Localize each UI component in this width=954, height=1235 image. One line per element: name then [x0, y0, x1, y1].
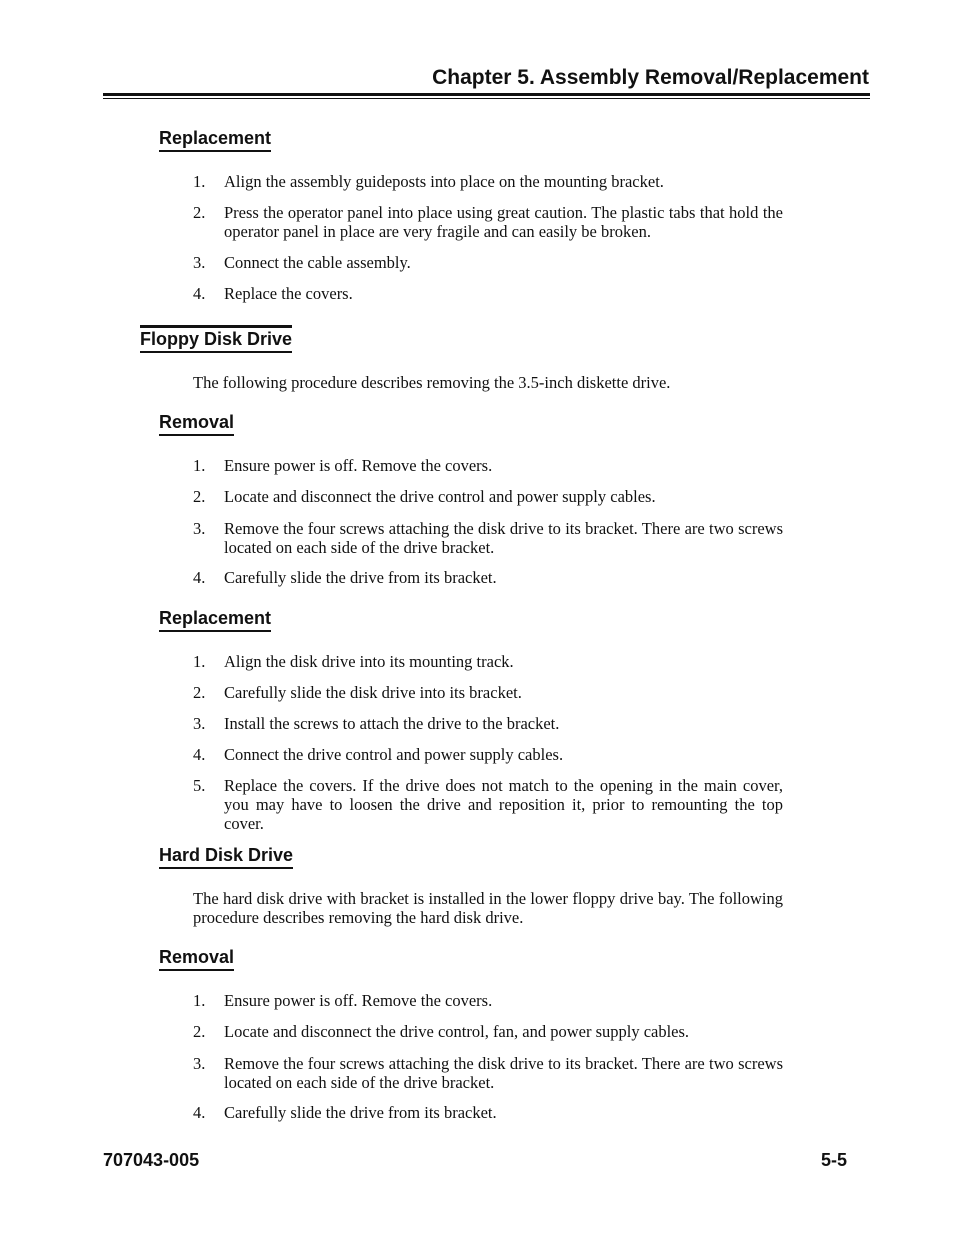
chapter-title: Chapter 5. Assembly Removal/Replacement	[432, 66, 869, 89]
page-number: 5-5	[820, 1150, 847, 1170]
hard-disk-intro-paragraph: The hard disk drive with bracket is installed in the lower floppy drive bay. The following procedure describes removing the hard disk drive.	[193, 889, 783, 927]
floppy-intro-paragraph: The following procedure describes removing the 3.5-inch diskette drive.	[193, 373, 671, 392]
section-heading-replacement: Replacement	[159, 608, 271, 632]
section-heading-hard-disk-drive: Hard Disk Drive	[159, 845, 293, 869]
section-heading-floppy-disk-drive: Floppy Disk Drive	[140, 325, 292, 353]
header-rule-thin	[103, 98, 870, 99]
section-heading-replacement: Replacement	[159, 128, 271, 152]
section-heading-removal: Removal	[159, 947, 234, 971]
document-number: 707043-005	[103, 1150, 200, 1170]
document-page: Chapter 5. Assembly Removal/Replacement Replacement 1. Align the assembly guideposts into place on the mounting bracket. 2. Press the operator panel into place using great caution. The plastic tabs that hold the operator panel in place are very fragile and can easily be broken. 3. Connect the cable assembly. 4. Replace the covers. Floppy Disk Drive The following procedure describes removing the 3.5-inch diskette drive. Removal 1. Ensure power is off. Remove the covers. 2. Locate and disconnect the drive control and power supply cables. 3. Remove the four screws attaching the disk drive to its bracket. There are two screws located on each side of the drive bracket. 4. Carefully slide the drive from its bracket. Replacement 1. Align the disk drive into its mounting track. 2. Carefully slide the disk drive into its bracket. 3. Install the screws to attach the drive to the bracket. 4. Connect the drive control and power supply cables. 5. Replace the covers. If the drive does not match to the opening in the main cover, you may have to loosen the drive and reposition it, prior to remounting the top cover. Hard Disk Drive The hard disk drive with bracket is installed in the lower floppy drive bay. The following procedure describes removing the hard disk drive. Removal 1. Ensure power is off. Remove the covers. 2. Locate and disconnect the drive control, fan, and power supply cables. 3. Remove the four screws attaching the disk drive to its bracket. There are two screws located on each side of the drive bracket. 4. Carefully slide the drive from its bracket. 707043-005 5-5	[103, 66, 869, 1170]
section-heading-removal: Removal	[159, 412, 234, 436]
header-rule-thick	[103, 93, 870, 96]
